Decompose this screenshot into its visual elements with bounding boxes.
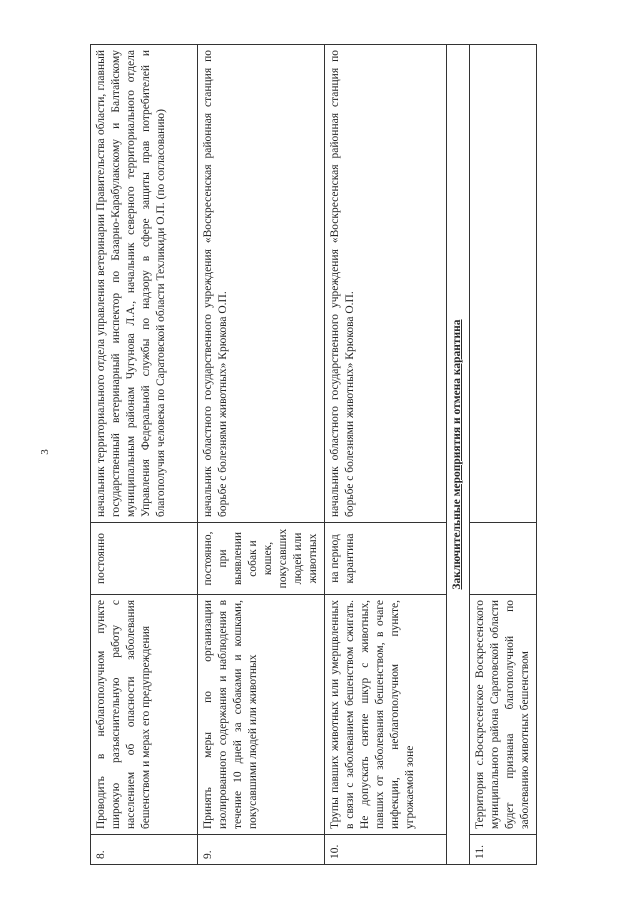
section-title: Заключительные мероприятия и отмена карантина	[447, 45, 470, 865]
table-row	[198, 45, 325, 865]
row-number: 11.	[470, 835, 537, 865]
row-action: Трупы павших животных или умерщвленных в связи с заболеванием бешенством сжигать. Не допускать снятие шкур с животных, павших от заболевания бешенством, в очаге инфекции, неблагополучном пункте, угрожаемой зоне	[325, 595, 447, 835]
measures-table	[90, 44, 537, 865]
row-term: постоянно	[91, 523, 198, 595]
row-number: 8.	[91, 835, 198, 865]
section-row	[447, 45, 470, 865]
row-responsible: начальник областного государственного учреждения «Воскресенская районная станция по борьбе с болезнями животных» Крюкова О.П.	[325, 45, 447, 523]
page-number: 3	[38, 449, 51, 455]
table-row	[325, 45, 447, 865]
row-term: на период карантина	[325, 523, 447, 595]
rotated-content	[90, 45, 531, 865]
table-row	[470, 45, 537, 865]
row-action: Территория с.Воскресенское Воскресенского муниципального района Саратовской области будет признана благополучной по заболеванию животных бешенством	[470, 595, 537, 835]
row-term	[470, 523, 537, 595]
row-action: Проводить в неблагополучном пункте широкую разъяснительную работу с населением об опасности заболевания бешенством и мерах его предупреждения	[91, 595, 198, 835]
row-action: Принять меры по организации изолированного содержания и наблюдения в течение 10 дней за собаками и кошками, покусавшими людей или животных	[198, 595, 325, 835]
row-number: 9.	[198, 835, 325, 865]
row-responsible: начальник областного государственного учреждения «Воскресенская районная станция по борьбе с болезнями животных» Крюкова О.П.	[198, 45, 325, 523]
row-responsible: начальник территориального отдела управления ветеринарии Правительства области, главный государственный ветеринарный инспектор по Базарно-Карабулакскому и Балтайскому муниципальным районам Чугунова Л.А., начальник северного территориального отдела Управления Федеральной службы по надзору в сфере защиты прав потребителей и благополучия человека по Саратовской области Техликиди О.П. (по согласованию)	[91, 45, 198, 523]
row-term: постоянно, при выявлении собак и кошек, покусавших людей или животных	[198, 523, 325, 595]
row-number: 10.	[325, 835, 447, 865]
table-row	[91, 45, 198, 865]
rotated-page	[90, 45, 531, 865]
row-responsible	[470, 45, 537, 523]
